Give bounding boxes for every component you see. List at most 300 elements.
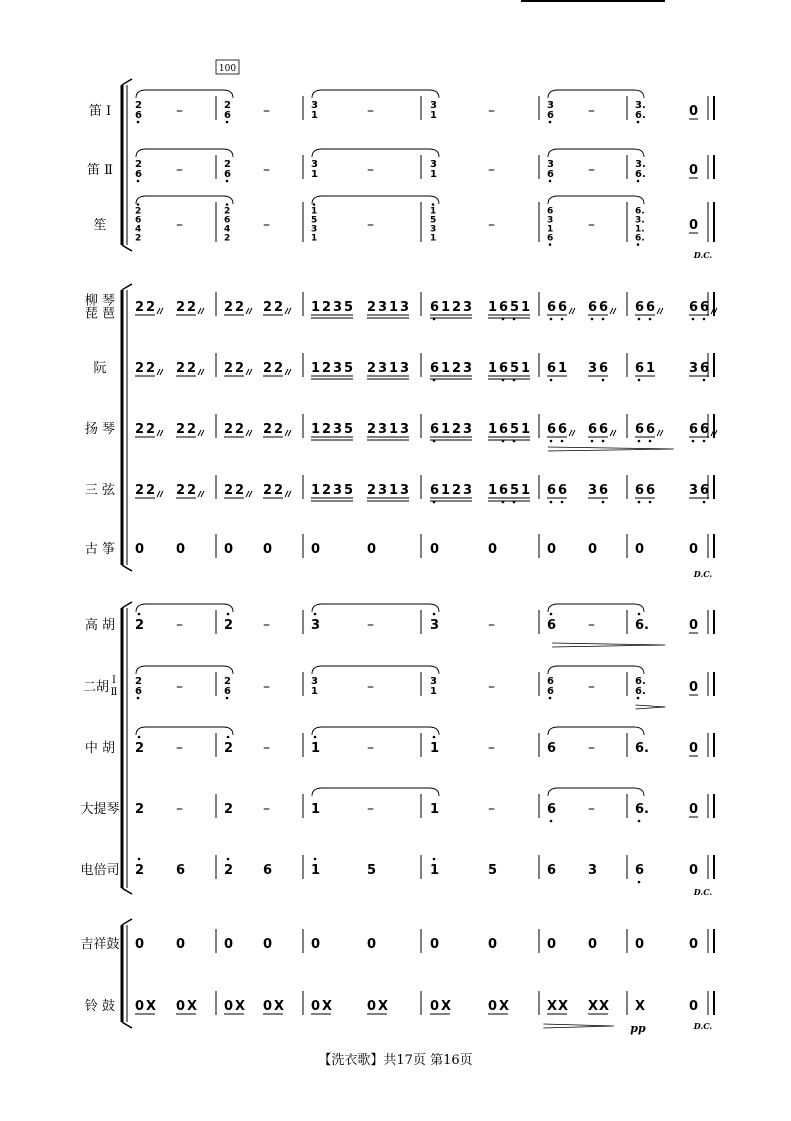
tie-slur	[312, 727, 439, 735]
chord-note: 6	[135, 215, 142, 226]
staff-zhonghu	[85, 727, 714, 757]
note: 3	[333, 361, 343, 376]
note: 2	[176, 422, 186, 437]
note: 6	[430, 300, 440, 315]
tremolo-mark	[246, 369, 249, 375]
octave-dot	[550, 613, 553, 616]
note: 6	[700, 361, 710, 376]
sustain-dash: –	[488, 162, 495, 178]
chord-note: 3	[430, 224, 437, 235]
note: 0	[689, 802, 699, 817]
note: 6	[547, 300, 557, 315]
tremolo-mark	[285, 491, 288, 497]
chord-note: 6	[224, 215, 231, 226]
tremolo-mark	[288, 308, 291, 314]
chord-note: 6.	[635, 206, 645, 217]
instrument-label: 笛 Ⅰ	[88, 104, 112, 119]
octave-dot	[226, 203, 229, 206]
note: 1	[389, 483, 399, 498]
tremolo-mark	[246, 491, 249, 497]
note: 6	[558, 300, 568, 315]
octave-dot	[602, 440, 605, 443]
octave-dot	[432, 203, 435, 206]
sustain-dash: –	[263, 617, 270, 633]
note: 1	[441, 361, 451, 376]
staff-linggu	[85, 991, 714, 1035]
tie-slur	[548, 604, 644, 612]
chord-note: 2	[224, 100, 231, 111]
note: 0	[635, 542, 645, 557]
tremolo-mark	[198, 491, 201, 497]
note: 1	[430, 863, 440, 878]
note: 2	[274, 483, 284, 498]
tremolo-mark	[613, 430, 616, 436]
note: 0	[430, 937, 440, 952]
group-winds	[87, 79, 714, 260]
octave-dot	[637, 180, 640, 183]
note: 2	[452, 300, 462, 315]
note: 2	[322, 422, 332, 437]
note: X	[547, 999, 558, 1014]
note: 2	[224, 802, 234, 817]
note: X	[378, 999, 389, 1014]
note: 0	[224, 542, 234, 557]
octave-dot	[314, 858, 317, 861]
note: 6	[547, 422, 557, 437]
instrument-label: 铃 鼓	[84, 999, 116, 1014]
note: 1	[521, 361, 531, 376]
octave-dot	[433, 613, 436, 616]
tremolo-mark	[201, 369, 204, 375]
note: 2	[224, 863, 234, 878]
note: 2	[263, 422, 273, 437]
note: 0	[135, 999, 145, 1014]
sustain-dash: –	[488, 740, 495, 756]
note: 2	[274, 361, 284, 376]
tie-slur	[312, 196, 439, 204]
octave-dot	[649, 318, 652, 321]
decrescendo-hairpin	[543, 1024, 613, 1028]
note: 5	[510, 422, 520, 437]
chord-note: 4	[135, 224, 142, 235]
decrescendo-hairpin	[552, 643, 665, 647]
sustain-dash: –	[367, 679, 374, 695]
note: 6	[430, 361, 440, 376]
note: 3	[463, 422, 473, 437]
octave-dot	[549, 121, 552, 124]
note: 1	[389, 300, 399, 315]
note: 0	[547, 542, 557, 557]
pianissimo-mark: pp	[630, 1022, 646, 1035]
note: 5	[344, 483, 354, 498]
tie-slur	[548, 196, 644, 204]
sustain-dash: –	[488, 217, 495, 233]
note: 6	[430, 422, 440, 437]
part-number: Ⅰ	[112, 675, 116, 686]
note: 6.	[635, 618, 649, 633]
chord-note: 2	[135, 233, 142, 244]
note: 1	[389, 422, 399, 437]
sustain-dash: –	[176, 801, 183, 817]
staff-ruan	[93, 353, 714, 381]
note: 6	[547, 802, 557, 817]
sustain-dash: –	[588, 679, 595, 695]
note: 0	[367, 999, 377, 1014]
note: 0	[224, 937, 234, 952]
chord-note: 6	[135, 169, 142, 180]
note: 3	[689, 361, 699, 376]
note: 1	[521, 483, 531, 498]
note: 1	[521, 300, 531, 315]
note: 2	[263, 483, 273, 498]
tremolo-mark	[249, 430, 252, 436]
note: 1	[488, 361, 498, 376]
octave-dot	[314, 613, 317, 616]
da-capo-mark: D.C.	[693, 569, 713, 579]
note: 6	[635, 361, 645, 376]
staff-dianbeisi	[80, 855, 714, 883]
tie-slur	[548, 90, 644, 98]
chord-note: 6	[547, 110, 554, 121]
staff-gaohu	[85, 604, 714, 647]
note: 6	[547, 863, 557, 878]
note: 5	[344, 422, 354, 437]
tie-slur	[312, 604, 439, 612]
note: 6	[635, 863, 645, 878]
note: 2	[322, 483, 332, 498]
note: 2	[235, 361, 245, 376]
group-percussion	[80, 919, 714, 1035]
da-capo-mark: D.C.	[693, 887, 713, 897]
note: 2	[187, 300, 197, 315]
note: 2	[322, 300, 332, 315]
note: 0	[588, 937, 598, 952]
bracket-hook-top	[122, 602, 132, 608]
note: 5	[510, 483, 520, 498]
sustain-dash: –	[176, 217, 183, 233]
note: 0	[488, 937, 498, 952]
chord-note: 2	[135, 159, 142, 170]
octave-dot	[433, 858, 436, 861]
note: X	[441, 999, 452, 1014]
octave-dot	[703, 379, 706, 382]
octave-dot	[550, 379, 553, 382]
note: 2	[224, 361, 234, 376]
instrument-label: 中 胡	[84, 741, 116, 756]
sustain-dash: –	[263, 801, 270, 817]
note: 2	[235, 300, 245, 315]
chord-note: 6.	[635, 169, 646, 180]
note: 6	[599, 361, 609, 376]
octave-dot	[637, 697, 640, 700]
tremolo-mark	[288, 430, 291, 436]
note: 2	[452, 422, 462, 437]
tremolo-mark	[157, 430, 160, 436]
octave-dot	[703, 318, 706, 321]
note: 1	[311, 300, 321, 315]
note: 1	[488, 483, 498, 498]
note: 1	[441, 300, 451, 315]
tremolo-mark	[160, 369, 163, 375]
octave-dot	[226, 180, 229, 183]
sustain-dash: –	[367, 740, 374, 756]
note: 2	[235, 422, 245, 437]
note: 2	[274, 422, 284, 437]
tie-slur	[136, 196, 233, 204]
tremolo-mark	[160, 491, 163, 497]
chord-note: 5	[311, 215, 318, 226]
octave-dot	[227, 736, 230, 739]
tie-slur	[548, 727, 644, 735]
sustain-dash: –	[176, 740, 183, 756]
tremolo-mark	[660, 308, 663, 314]
part-number: Ⅱ	[110, 687, 118, 698]
octave-dot	[638, 501, 641, 504]
chord-note: 3	[547, 100, 554, 111]
note: X	[274, 999, 285, 1014]
instrument-label: 笛 Ⅱ	[87, 163, 113, 178]
note: 0	[689, 163, 699, 178]
tremolo-mark	[660, 430, 663, 436]
staff-erhu	[83, 666, 714, 709]
note: X	[146, 999, 157, 1014]
note: 2	[367, 361, 377, 376]
note: 3	[463, 483, 473, 498]
note: 1	[430, 802, 440, 817]
note: 6	[689, 300, 699, 315]
chord-note: 5	[430, 215, 437, 226]
sustain-dash: –	[176, 162, 183, 178]
note: 3	[333, 422, 343, 437]
note: 0	[430, 542, 440, 557]
octave-dot	[550, 440, 553, 443]
tremolo-mark	[157, 491, 160, 497]
note: 2	[135, 361, 145, 376]
bracket-hook-bottom	[122, 565, 132, 571]
note: 2	[367, 483, 377, 498]
note: 6	[700, 422, 710, 437]
note: X	[322, 999, 333, 1014]
tremolo-mark	[198, 430, 201, 436]
tremolo-mark	[201, 491, 204, 497]
note: 2	[224, 422, 234, 437]
note: 3	[588, 863, 598, 878]
instrument-label: 三 弦	[84, 483, 116, 498]
decrescendo-hairpin	[636, 705, 666, 709]
chord-note: 6	[135, 686, 142, 697]
note: 6	[176, 863, 186, 878]
note: 3	[378, 300, 388, 315]
note: 3	[400, 483, 410, 498]
tie-slur	[548, 666, 644, 674]
tremolo-mark	[572, 430, 575, 436]
note: 3	[333, 300, 343, 315]
note: 2	[135, 741, 145, 756]
tremolo-mark	[657, 308, 660, 314]
sustain-dash: –	[367, 103, 374, 119]
rehearsal-number: 100	[218, 64, 237, 74]
instrument-label: 笙	[93, 218, 107, 233]
octave-dot	[550, 318, 553, 321]
octave-dot	[638, 881, 641, 884]
note: 6	[588, 422, 598, 437]
chord-note: 1	[547, 224, 554, 235]
note: 6	[689, 422, 699, 437]
octave-dot	[602, 318, 605, 321]
da-capo-mark: D.C.	[693, 1021, 713, 1031]
note: 0	[367, 937, 377, 952]
note: 1	[311, 483, 321, 498]
tremolo-mark	[201, 308, 204, 314]
note: 6	[499, 483, 509, 498]
note: 3	[378, 483, 388, 498]
octave-dot	[433, 736, 436, 739]
note: 6	[547, 741, 557, 756]
chord-note: 3	[311, 159, 318, 170]
octave-dot	[137, 121, 140, 124]
note: 1	[311, 422, 321, 437]
octave-dot	[692, 440, 695, 443]
note: 0	[689, 863, 699, 878]
chord-note: 6.	[635, 676, 646, 687]
note: 0	[488, 999, 498, 1014]
note: 0	[263, 937, 273, 952]
sustain-dash: –	[588, 617, 595, 633]
chord-note: 3.	[635, 215, 645, 226]
instrument-label: 大提琴	[80, 802, 120, 817]
chord-note: 1	[430, 110, 437, 121]
note: X	[235, 999, 246, 1014]
chord-note: 2	[135, 206, 142, 217]
octave-dot	[692, 318, 695, 321]
note: 1	[311, 361, 321, 376]
chord-note: 6.	[635, 686, 646, 697]
tremolo-mark	[157, 308, 160, 314]
note: 2	[146, 361, 156, 376]
note: 0	[689, 937, 699, 952]
tremolo-mark	[285, 430, 288, 436]
octave-dot	[227, 858, 230, 861]
note: 3	[463, 361, 473, 376]
octave-dot	[549, 697, 552, 700]
sustain-dash: –	[367, 617, 374, 633]
sustain-dash: –	[367, 217, 374, 233]
note: 2	[367, 422, 377, 437]
chord-note: 6	[547, 206, 554, 217]
tremolo-mark	[610, 430, 613, 436]
note: 2	[187, 361, 197, 376]
instrument-label: 琵 琶	[84, 306, 116, 322]
tremolo-mark	[160, 430, 163, 436]
chord-note: 1	[311, 233, 318, 244]
note: 0	[311, 999, 321, 1014]
note: 1	[441, 422, 451, 437]
staff-datiqin	[80, 788, 714, 822]
chord-note: 3	[311, 676, 318, 687]
sustain-dash: –	[588, 103, 595, 119]
staff-sheng	[93, 196, 714, 246]
note: X	[588, 999, 599, 1014]
tremolo-mark	[249, 491, 252, 497]
chord-note: 3	[430, 159, 437, 170]
bracket-hook-bottom	[122, 1022, 132, 1028]
note: 6	[599, 422, 609, 437]
octave-dot	[138, 736, 141, 739]
note: 1	[488, 300, 498, 315]
note: 2	[224, 483, 234, 498]
note: 5	[510, 361, 520, 376]
octave-dot	[637, 243, 640, 246]
note: 2	[135, 422, 145, 437]
note: 6	[588, 300, 598, 315]
tie-slur	[136, 149, 233, 157]
staff-guzheng	[85, 534, 714, 558]
octave-dot	[138, 613, 141, 616]
note: 2	[176, 483, 186, 498]
bracket-hook-bottom	[122, 888, 132, 894]
note: 6.	[635, 741, 649, 756]
octave-dot	[602, 501, 605, 504]
octave-dot	[638, 613, 641, 616]
sustain-dash: –	[176, 617, 183, 633]
note: 2	[322, 361, 332, 376]
sustain-dash: –	[588, 162, 595, 178]
chord-note: 6	[224, 110, 231, 121]
sustain-dash: –	[367, 801, 374, 817]
note: 3	[588, 361, 598, 376]
sustain-dash: –	[488, 801, 495, 817]
sustain-dash: –	[488, 103, 495, 119]
chord-note: 6	[547, 686, 554, 697]
tie-slur	[548, 788, 644, 796]
note: 0	[430, 999, 440, 1014]
chord-note: 2	[135, 676, 142, 687]
staff-liuqin-pipa	[85, 292, 717, 322]
bracket-hook-top	[122, 919, 132, 925]
note: 3	[400, 300, 410, 315]
page-footer: 【洗衣歌】共17页 第16页	[318, 1053, 473, 1068]
chord-note: 6	[224, 169, 231, 180]
note: 0	[263, 999, 273, 1014]
note: 0	[135, 542, 145, 557]
note: 0	[311, 937, 321, 952]
sustain-dash: –	[176, 679, 183, 695]
note: 0	[635, 937, 645, 952]
octave-dot	[227, 613, 230, 616]
note: 0	[176, 999, 186, 1014]
note: 5	[344, 300, 354, 315]
chord-note: 1	[311, 686, 318, 697]
chord-note: 1	[430, 686, 437, 697]
octave-dot	[137, 697, 140, 700]
sustain-dash: –	[176, 103, 183, 119]
note: 2	[146, 422, 156, 437]
staff-di-2	[87, 149, 714, 182]
chord-note: 1	[430, 233, 437, 244]
note: 2	[187, 483, 197, 498]
tremolo-mark	[246, 308, 249, 314]
chord-note: 1.	[635, 224, 645, 235]
note: 0	[588, 542, 598, 557]
note: 2	[367, 300, 377, 315]
instrument-label: 阮	[93, 361, 107, 376]
instrument-label: 柳 琴	[84, 293, 116, 309]
note: 6	[599, 483, 609, 498]
tremolo-mark	[249, 308, 252, 314]
note: 1	[311, 741, 321, 756]
sustain-dash: –	[588, 217, 595, 233]
note: 2	[135, 618, 145, 633]
